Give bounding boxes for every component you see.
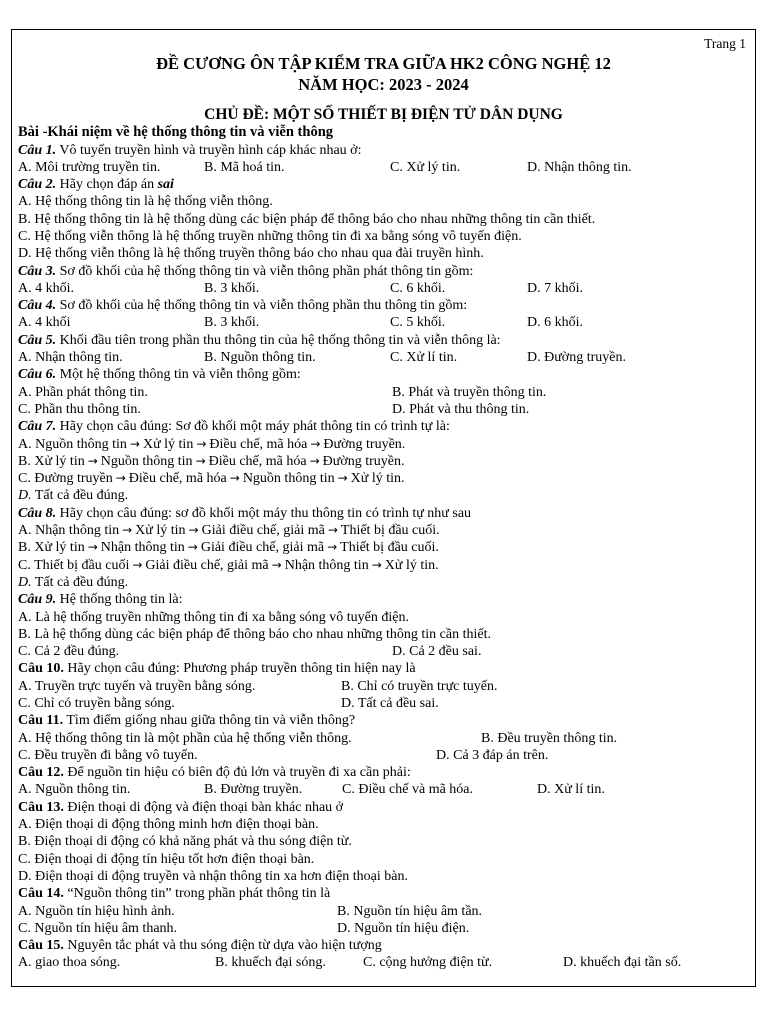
flow-step: B. Xử lý tin	[18, 453, 85, 469]
option-label: D.	[341, 696, 355, 711]
arrow-right-icon: →	[327, 540, 338, 555]
arrow-right-icon: →	[188, 523, 199, 538]
arrow-right-icon: →	[229, 471, 240, 486]
question-text: Điện thoại di động và điện thoại bàn khác nhau ở	[63, 799, 344, 815]
question-number: Câu 11.	[18, 713, 64, 729]
option-c	[18, 643, 392, 660]
arrow-right-icon: →	[132, 557, 143, 572]
flow-step: A. Nguồn thông tin	[18, 436, 127, 452]
question-1	[18, 142, 749, 159]
option-d	[436, 747, 548, 764]
arrow-right-icon: →	[309, 453, 320, 468]
arrow-right-icon: →	[271, 557, 282, 572]
question-number: Câu 8.	[18, 505, 57, 521]
question-number: Câu 6.	[18, 367, 57, 383]
option-a: A. Phần phát thông tin.	[18, 384, 148, 400]
option-b: B. Là hệ thống dùng các biện pháp để thông báo cho nhau những thông tin cần thiết.	[18, 626, 491, 642]
flow-step: Giải điều chế, giải mã	[200, 540, 325, 556]
option-d: D. Đường truyền.	[527, 350, 626, 366]
options-row	[18, 781, 749, 798]
arrow-right-icon: →	[129, 436, 140, 451]
question-14	[18, 885, 749, 902]
option-b: B. Nguồn tín hiệu âm tần.	[337, 903, 483, 919]
options-row	[18, 747, 749, 764]
option-a: A. Nhận thông tin.	[18, 350, 123, 366]
question-11	[18, 712, 749, 729]
option-a	[18, 522, 749, 539]
option-b: B. Đường truyền.	[204, 782, 303, 798]
option-d: D. Xử lí tin.	[537, 782, 605, 798]
options-row	[18, 314, 749, 331]
title-line-1: ĐỀ CƯƠNG ÔN TẬP KIỂM TRA GIỮA HK2 CÔNG NGHỆ 12	[156, 54, 611, 73]
arrow-right-icon: →	[196, 436, 207, 451]
flow-step: C. Thiết bị đầu cuối	[18, 557, 130, 573]
option-text: Tất cả đều đúng.	[31, 488, 129, 504]
flow-step: Giải điều chế, giải mã	[201, 523, 325, 539]
option-b: B. Nguồn thông tin.	[204, 350, 316, 366]
question-number: Câu 2.	[18, 177, 57, 193]
option-text: Tất cả đều sai.	[354, 696, 439, 711]
question-text: Một hệ thống thông tin và viễn thông gồm:	[56, 367, 301, 383]
question-text: Hãy chọn đáp án	[56, 177, 158, 193]
option-d: D. Nhận thông tin.	[527, 159, 632, 175]
option-b: B. khuếch đại sóng.	[215, 955, 326, 971]
question-number: Câu 7.	[18, 419, 57, 435]
option-d: D. Điện thoại di động truyền và nhận thông tin xa hơn điện thoại bàn.	[18, 868, 408, 884]
option-a: A. Truyền trực tuyến và truyền bằng sóng.	[18, 678, 256, 694]
options-row	[18, 678, 749, 695]
flow-step: Nhận thông tin	[100, 540, 185, 556]
options-row	[18, 643, 749, 660]
option-c: C. Điều chế và mã hóa.	[342, 782, 474, 798]
option-b: B. Điện thoại di động có khả năng phát và thu sóng điện từ.	[18, 834, 352, 850]
question-text: Sơ đồ khối của hệ thống thông tin và viễn thông phần phát thông tin gồm:	[56, 263, 474, 279]
arrow-right-icon: →	[327, 523, 338, 538]
title-line-2: NĂM HỌC: 2023 - 2024	[298, 75, 469, 94]
option-d	[392, 643, 481, 660]
question-text: Để nguồn tin hiệu có biên độ đủ lớn và truyền đi xa cần phải:	[63, 765, 411, 781]
question-number: Câu 4.	[18, 298, 57, 314]
option-b: B. Đều truyền thông tin.	[481, 730, 618, 746]
arrow-right-icon: →	[115, 471, 126, 486]
document-title	[12, 53, 755, 95]
option-a: A. Nguồn thông tin.	[18, 782, 131, 798]
options-row	[18, 159, 749, 176]
option-b: B. Hệ thống thông tin là hệ thống dùng các biện pháp để thông báo cho nhau những thông tin cần thiết.	[18, 211, 596, 227]
question-number: Câu 12.	[18, 765, 64, 781]
option-d: D. 6 khối.	[527, 315, 583, 331]
question-number: Câu 13.	[18, 799, 64, 815]
question-5	[18, 332, 749, 349]
flow-step: A. Nhận thông tin	[18, 523, 120, 539]
flow-step: Giải điều chế, giải mã	[145, 557, 269, 573]
flow-step: Nguồn thông tin	[100, 453, 193, 469]
options-row	[18, 730, 749, 747]
question-2	[18, 176, 749, 193]
option-text: Cả 2 đều đúng.	[30, 644, 120, 660]
question-number: Câu 5.	[18, 332, 57, 348]
flow-step: Thiết bị đầu cuối.	[340, 523, 440, 539]
flow-step: Xử lý tin	[135, 523, 186, 539]
option-a: A. 4 khối	[18, 315, 71, 331]
option-b	[18, 453, 749, 470]
flow-step: Xử lý tin	[142, 436, 194, 452]
option-c: C. cộng hưởng điện từ.	[363, 955, 493, 971]
flow-step: Xử lý tin.	[384, 557, 439, 573]
option-a: A. Là hệ thống truyền những thông tin đi xa bằng sóng vô tuyến điện.	[18, 609, 409, 625]
option-a: A. Nguồn tín hiệu hình ảnh.	[18, 903, 175, 919]
option-c: C. Nguồn tín hiệu âm thanh.	[18, 920, 178, 936]
option-c: C. Phần thu thông tin.	[18, 401, 141, 417]
question-6	[18, 366, 749, 383]
question-4	[18, 297, 749, 314]
option-b: B. Phát và truyền thông tin.	[392, 384, 547, 400]
arrow-right-icon: →	[310, 436, 321, 451]
option-label: D.	[18, 574, 32, 590]
lesson-heading: Bài -Khái niệm về hệ thống thông tin và viễn thông	[18, 124, 334, 140]
option-a	[18, 436, 749, 453]
question-10	[18, 660, 749, 677]
arrow-right-icon: →	[87, 540, 98, 555]
options-row	[18, 903, 749, 920]
option-a: A. Điện thoại di động thông minh hơn điện thoại bàn.	[18, 817, 319, 833]
options-row	[18, 280, 749, 297]
option-b: B. 3 khối.	[204, 315, 260, 331]
option-b	[18, 539, 749, 556]
question-text: Nguyên tắc phát và thu sóng điện từ dựa vào hiện tượng	[63, 938, 382, 954]
option-c	[18, 557, 749, 574]
question-text: Hệ thống thông tin là:	[56, 592, 183, 608]
option-text: Tất cả đều đúng.	[31, 574, 129, 590]
flow-step: B. Xử lý tin	[18, 540, 85, 556]
question-text: “Nguồn thông tin” trong phần phát thông tin là	[63, 886, 331, 902]
question-text: Tìm điểm giống nhau giữa thông tin và viễn thông?	[63, 713, 356, 729]
options-row	[18, 920, 749, 937]
option-a: A. Môi trường truyền tin.	[18, 159, 161, 175]
option-c: C. Xử lí tin.	[390, 350, 458, 366]
arrow-right-icon: →	[122, 523, 133, 538]
option-a: A. giao thoa sóng.	[18, 955, 121, 971]
exam-page	[11, 29, 756, 987]
question-text: Sơ đồ khối của hệ thống thông tin và viễn thông phần thu thông tin gồm:	[56, 298, 468, 314]
option-b: B. Chỉ có truyền trực tuyến.	[341, 678, 498, 694]
question-text: Hãy chọn câu đúng: Sơ đồ khối một máy phát thông tin có trình tự là:	[56, 419, 450, 435]
option-d	[18, 574, 749, 591]
option-a: A. Hệ thống thông tin là hệ thống viễn thông.	[18, 194, 273, 210]
option-a: A. Hệ thống thông tin là một phần của hệ thống viễn thông.	[18, 730, 352, 746]
question-number: Câu 14.	[18, 886, 64, 902]
question-number: Câu 1.	[18, 142, 57, 158]
option-label: D.	[18, 488, 32, 504]
question-12	[18, 764, 749, 781]
option-d: D. Hệ thống viễn thông là hệ thống truyền thông báo cho nhau qua đài truyền hình.	[18, 246, 484, 262]
option-label: D.	[392, 644, 406, 660]
question-text: Hãy chọn câu đúng: sơ đồ khối một máy thu thông tin có trình tự như sau	[56, 505, 472, 521]
option-d: D. Nguồn tín hiệu điện.	[337, 920, 470, 936]
option-b: B. 3 khối.	[204, 280, 260, 296]
arrow-right-icon: →	[187, 540, 198, 555]
flow-step: Nhận thông tin	[284, 557, 369, 573]
option-d: D. Phát và thu thông tin.	[392, 401, 530, 417]
option-label: C.	[18, 644, 31, 660]
question-text: Vô tuyến truyền hình và truyền hình cáp khác nhau ở:	[56, 142, 362, 158]
question-number: Câu 3.	[18, 263, 57, 279]
option-a: A. 4 khối.	[18, 280, 74, 296]
option-c: C. 5 khối.	[390, 315, 446, 331]
flow-step: Xử lý tin.	[350, 471, 405, 487]
option-c: C. 6 khối.	[390, 280, 446, 296]
question-13	[18, 799, 749, 816]
flow-step: Điều chế, mã hóa	[209, 436, 308, 452]
flow-step: Đường truyền.	[323, 436, 406, 452]
flow-step: Điều chế, mã hóa	[208, 453, 307, 469]
option-d	[18, 487, 749, 504]
options-row	[18, 349, 749, 366]
option-d	[341, 695, 439, 712]
option-text: Cả 3 đáp án trên.	[449, 747, 549, 763]
option-c: C. Hệ thống viễn thông là hệ thống truyền những thông tin đi xa bằng sóng vô tuyến điện.	[18, 228, 522, 244]
arrow-right-icon: →	[195, 453, 206, 468]
options-row	[18, 384, 749, 401]
flow-step: Điều chế, mã hóa	[128, 471, 227, 487]
arrow-right-icon: →	[337, 471, 348, 486]
flow-step: C. Đường truyền	[18, 471, 113, 487]
flow-step: Đường truyền.	[322, 453, 405, 469]
option-c	[18, 470, 749, 487]
question-text: Hãy chọn câu đúng: Phương pháp truyền thông tin hiện nay là	[63, 661, 416, 677]
page-number: Trang 1	[704, 36, 746, 51]
option-text: Cả 2 đều sai.	[405, 644, 482, 660]
option-d: D. khuếch đại tần số.	[563, 955, 682, 971]
question-8	[18, 505, 749, 522]
question-3	[18, 263, 749, 280]
arrow-right-icon: →	[371, 557, 382, 572]
question-emphasis: sai	[157, 177, 174, 193]
topic-heading: CHỦ ĐỀ: MỘT SỐ THIẾT BỊ ĐIỆN TỬ DÂN DỤNG	[204, 106, 563, 123]
question-number: Câu 9.	[18, 592, 57, 608]
arrow-right-icon: →	[87, 453, 98, 468]
option-b: B. Mã hoá tin.	[204, 159, 285, 175]
question-number: Câu 15.	[18, 938, 64, 954]
question-7	[18, 418, 749, 435]
option-label: D.	[436, 747, 450, 763]
question-text: Khối đầu tiên trong phần thu thông tin của hệ thống thông tin và viễn thông là:	[56, 332, 501, 348]
options-row	[18, 401, 749, 418]
question-number: Câu 10.	[18, 661, 64, 677]
option-c: C. Chỉ có truyền bằng sóng.	[18, 696, 175, 711]
flow-step: Thiết bị đầu cuối.	[340, 540, 439, 556]
question-15	[18, 937, 749, 954]
option-d: D. 7 khối.	[527, 280, 583, 296]
flow-step: Nguồn thông tin	[242, 471, 335, 487]
options-row	[18, 954, 749, 971]
options-row	[18, 695, 749, 712]
question-list	[12, 124, 755, 972]
option-c: C. Xử lý tin.	[390, 159, 461, 175]
option-c: C. Đều truyền đi bằng vô tuyến.	[18, 747, 198, 763]
option-c: C. Điện thoại di động tín hiệu tốt hơn điện thoại bàn.	[18, 851, 315, 867]
question-9	[18, 591, 749, 608]
